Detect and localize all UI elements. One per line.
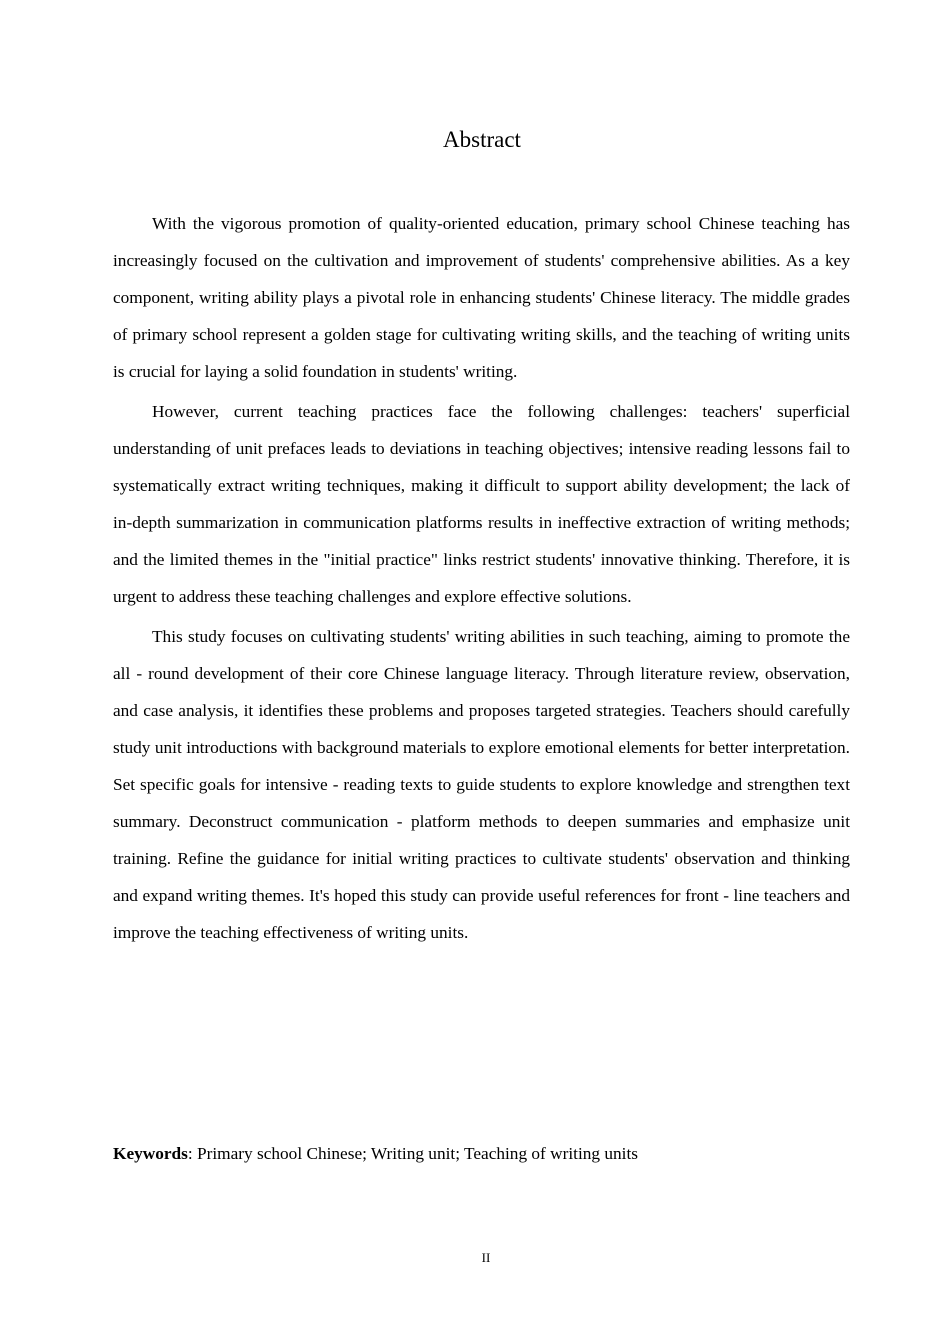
keywords-label: Keywords: [113, 1144, 188, 1163]
abstract-paragraph-2: However, current teaching practices face the following challenges: teachers' superficial understanding of unit prefaces leads to deviations in teaching objectives; intensive reading lessons fail to systematically extract writing techniques, making it difficult to support ability development; the lack of in-depth summarization in communication platforms results in ineffective extraction of writing methods; and the limited themes in the "initial practice" links restrict students' innovative thinking. Therefore, it is urgent to address these teaching challenges and explore effective solutions.: [113, 402, 850, 606]
abstract-paragraph-1: With the vigorous promotion of quality-oriented education, primary school Chinese teaching has increasingly focused on the cultivation and improvement of students' comprehensive abilities. As a key component, writing ability plays a pivotal role in enhancing students' Chinese literacy. The middle grades of primary school represent a golden stage for cultivating writing skills, and the teaching of writing units is crucial for laying a solid foundation in students' writing.: [113, 214, 850, 381]
page-number: II: [481, 1250, 491, 1265]
keywords-text: : Primary school Chinese; Writing unit; Teaching of writing units: [187, 1144, 638, 1163]
abstract-body: [113, 205, 850, 954]
abstract-paragraph-3: This study focuses on cultivating students' writing abilities in such teaching, aiming to promote the all - round development of their core Chinese language literacy. Through literature review, observation, and case analysis, it identifies these problems and proposes targeted strategies. Teachers should carefully study unit introductions with background materials to explore emotional elements for better interpretation. Set specific goals for intensive - reading texts to guide students to explore knowledge and strengthen text summary. Deconstruct communication - platform methods to deepen summaries and emphasize unit training. Refine the guidance for initial writing practices to cultivate students' observation and thinking and expand writing themes. It's hoped this study can provide useful references for front - line teachers and improve the teaching effectiveness of writing units.: [113, 627, 850, 942]
keywords-line: [113, 1139, 638, 1169]
abstract-title: Abstract: [443, 127, 521, 152]
